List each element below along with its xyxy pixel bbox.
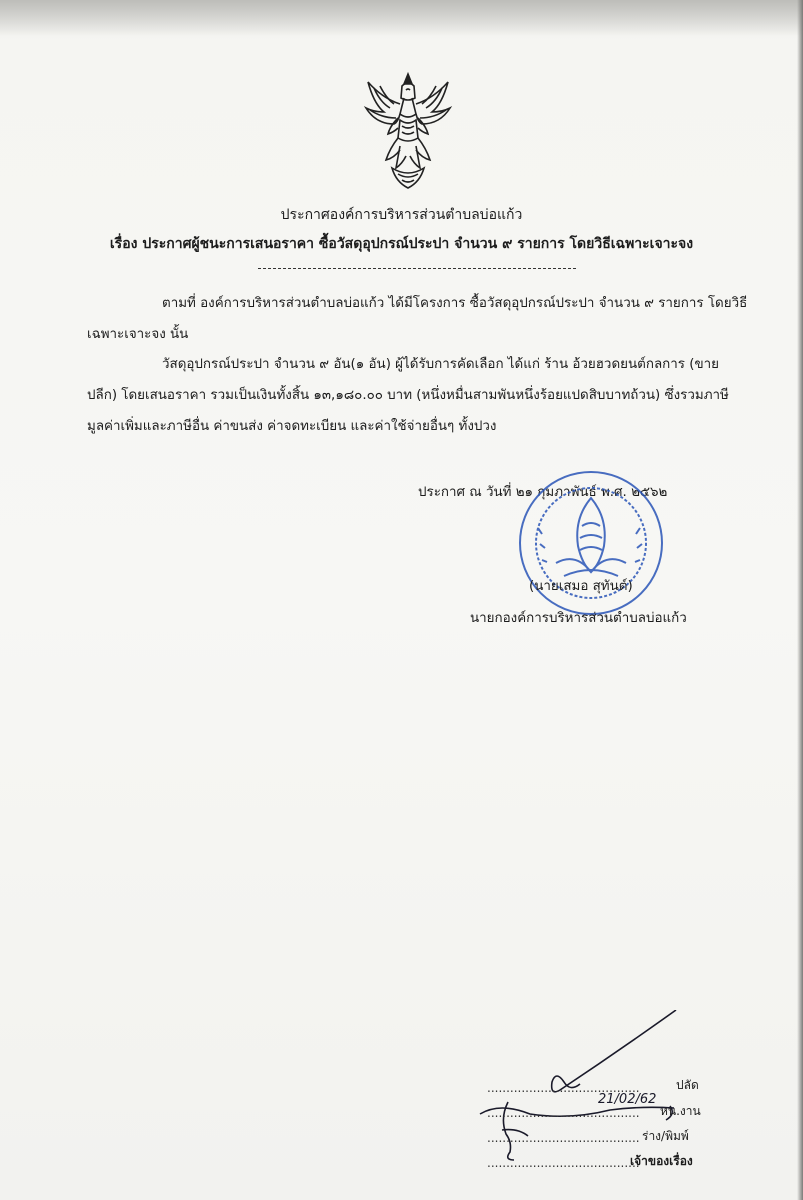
paragraph-2-line-1: วัสดุอุปกรณ์ประปา จำนวน ๙ อัน(๑ อัน) ผู้ได้รับการคัดเลือก ได้แก่ ร้าน อ้วยฮวดยนต์กลการ (ขาย <box>162 357 719 372</box>
page-shadow <box>0 0 803 36</box>
document-title: ประกาศองค์การบริหารส่วนตำบลบ่อแก้ว <box>280 207 523 223</box>
signer-name: (นายเสมอ สุทันต์) <box>529 579 633 594</box>
paragraph-1-line-2: เฉพาะเจาะจง นั้น <box>87 327 189 342</box>
signer-position: นายกองค์การบริหารส่วนตำบลบ่อแก้ว <box>470 611 687 626</box>
paragraph-2-line-2: ปลีก) โดยเสนอราคา รวมเป็นเงินทั้งสิ้น ๑๓,๑๘๐.๐๐ บาท (หนึ่งหมื่นสามพันหนึ่งร้อยแปดสิบบาทถ้วน) ซึ่งรวมภาษี <box>87 388 729 403</box>
announcement-date: ประกาศ ณ วันที่ ๒๑ กุมภาพันธ์ พ.ศ. ๒๕๖๒ <box>418 485 668 500</box>
slip-label-drafter: ร่าง/พิมพ์ <box>642 1129 689 1143</box>
paragraph-1-line-1: ตามที่ องค์การบริหารส่วนตำบลบ่อแก้ว ได้มีโครงการ ซื้อวัสดุอุปกรณ์ประปา จำนวน ๙ รายการ โดยวิธี <box>162 296 748 311</box>
paragraph-2-line-3: มูลค่าเพิ่มและภาษีอื่น ค่าขนส่ง ค่าจดทะเบียน และค่าใช้จ่ายอื่นๆ ทั้งปวง <box>87 419 497 434</box>
slip-dots-3: ........................................ <box>487 1131 640 1145</box>
document-subject: เรื่อง ประกาศผู้ชนะการเสนอราคา ซื้อวัสดุอุปกรณ์ประปา จำนวน ๙ รายการ โดยวิธีเฉพาะเจาะจง <box>109 236 694 252</box>
divider <box>258 268 576 269</box>
slip-dots-2: ........................................ <box>487 1106 640 1120</box>
handwritten-date: 21/02/62 <box>598 1092 657 1107</box>
slip-dots-1: ........................................ <box>487 1081 640 1095</box>
page-edge <box>797 0 803 1200</box>
slip-label-chief: ปลัด <box>676 1078 699 1092</box>
slip-dots-4: ........................................ <box>487 1156 640 1170</box>
slip-label-owner: เจ้าของเรื่อง <box>630 1154 693 1168</box>
garuda-emblem-icon <box>360 68 456 196</box>
slip-label-head: หน.งาน <box>660 1104 701 1118</box>
